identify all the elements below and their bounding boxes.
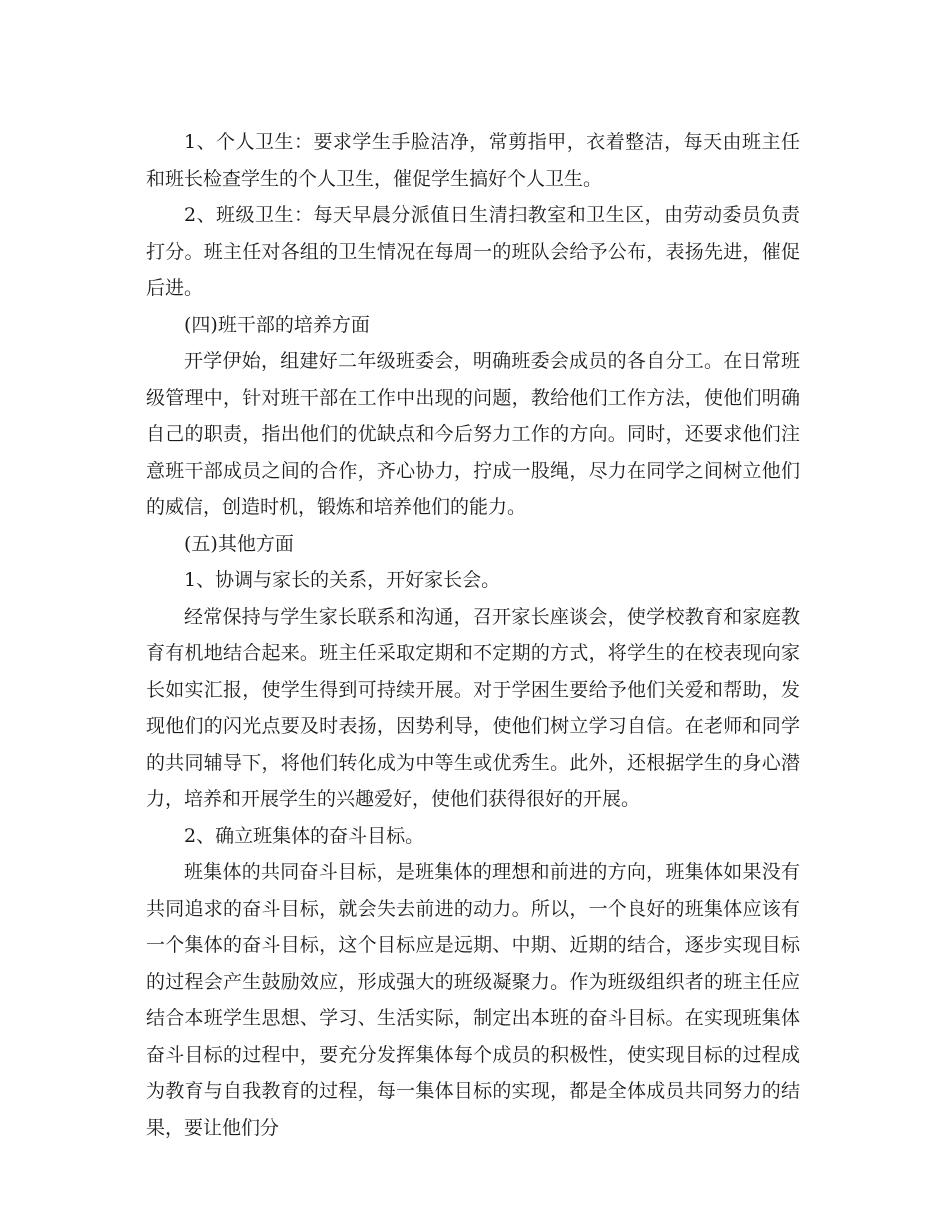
subheading-class-goal: 2、确立班集体的奋斗目标。 bbox=[184, 824, 425, 847]
subheading-parents: 1、协调与家长的关系，开好家长会。 bbox=[184, 569, 501, 591]
paragraph-class-cadre: 开学伊始，组建好二年级班委会，明确班委会成员的各自分工。在日常班级管理中，针对班干部在工作中出现的问题，教给他们工作方法，使他们明确自己的职责，指出他们的优缺点和今后努力工作的方向。同时，还要求他们注意班干部成员之间的合作，齐心协力，拧成一股绳，尽力在同学之间树立他们的威信，创造时机，锻炼和培养他们的能力。 bbox=[146, 350, 800, 518]
section-heading-class-cadre: (四)班干部的培养方面 bbox=[184, 313, 370, 336]
paragraph-class-goal: 班集体的共同奋斗目标，是班集体的理想和前进的方向，班集体如果没有共同追求的奋斗目标，就会失去前进的动力。所以，一个良好的班集体应该有一个集体的奋斗目标，这个目标应是远期、中期、近期的结合，逐步实现目标的过程会产生鼓励效应，形成强大的班级凝聚力。作为班级组织者的班主任应结合本班学生思想、学习、生活实际，制定出本班的奋斗目标。在实现班集体奋斗目标的过程中，要充分发挥集体每个成员的积极性，使实现目标的过程成为教育与自我教育的过程，每一集体目标的实现，都是全体成员共同努力的结果，要让他们分 bbox=[146, 861, 800, 1139]
paragraph-class-hygiene: 2、班级卫生：每天早晨分派值日生清扫教室和卫生区，由劳动委员负责打分。班主任对各组的卫生情况在每周一的班队会给予公布，表扬先进，催促后进。 bbox=[146, 204, 800, 299]
document-body bbox=[146, 124, 800, 1146]
paragraph-personal-hygiene: 1、个人卫生：要求学生手脸洁净，常剪指甲，衣着整洁，每天由班主任和班长检查学生的个人卫生，催促学生搞好个人卫生。 bbox=[146, 131, 800, 190]
paragraph-parents: 经常保持与学生家长联系和沟通，召开家长座谈会，使学校教育和家庭教育有机地结合起来。班主任采取定期和不定期的方式，将学生的在校表现向家长如实汇报，使学生得到可持续开展。对于学困生要给予他们关爱和帮助，发现他们的闪光点要及时表扬，因势利导，使他们树立学习自信。在老师和同学的共同辅导下，将他们转化成为中等生或优秀生。此外，还根据学生的身心潜力，培养和开展学生的兴趣爱好，使他们获得很好的开展。 bbox=[146, 605, 800, 810]
section-heading-other: (五)其他方面 bbox=[184, 532, 294, 555]
